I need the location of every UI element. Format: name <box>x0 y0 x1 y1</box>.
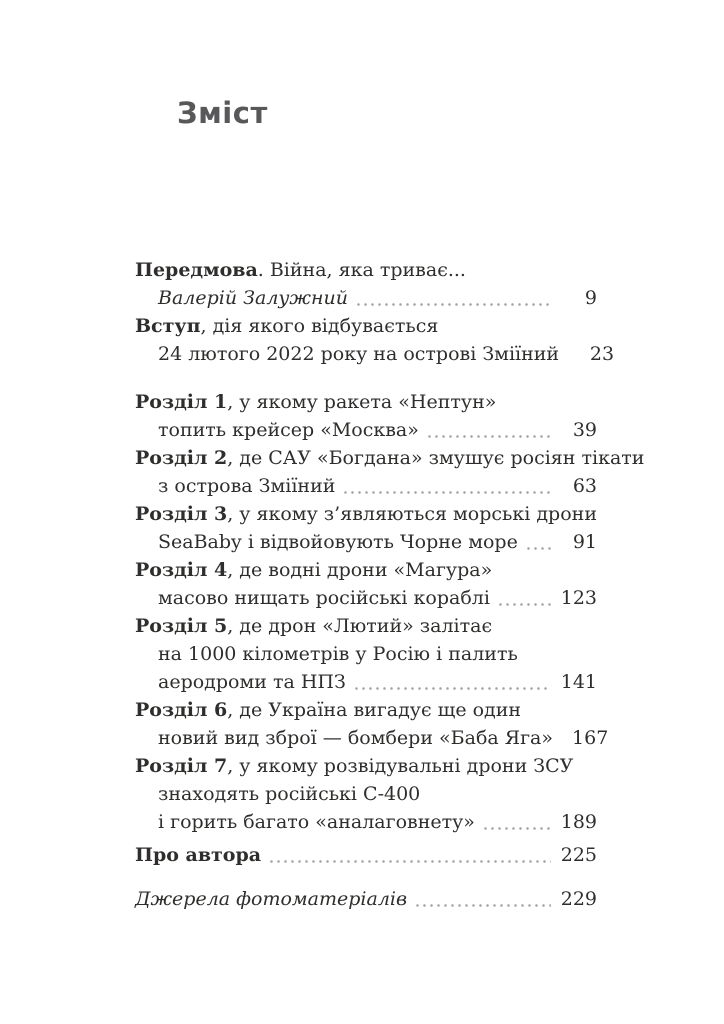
dot-leader <box>357 303 551 306</box>
entry-title-text: , де Україна вигадує ще один <box>227 699 522 721</box>
entry-lead: Передмова <box>135 259 258 281</box>
entry-lead: Про автора <box>135 844 262 866</box>
dot-leader <box>416 904 551 907</box>
toc-entry-chapter-7 <box>135 752 597 836</box>
table-of-contents <box>135 256 645 913</box>
entry-last-line <box>135 808 597 836</box>
page-number: 123 <box>560 587 597 609</box>
entry-last-line <box>135 724 609 752</box>
entry-last-line <box>135 340 615 368</box>
entry-title-text: , де дрон «Лютий» залітає <box>227 615 493 637</box>
dot-leader <box>527 547 551 550</box>
page-number: 229 <box>560 888 597 910</box>
entry-title-text: новий вид зброї — бомбери «Баба Яга» <box>158 727 554 749</box>
entry-last-line <box>135 416 597 444</box>
page-number: 91 <box>572 531 597 553</box>
toc-entry-chapter-6 <box>135 696 609 752</box>
entry-title-text: , у якому ракета «Нептун» <box>227 391 497 413</box>
page-number: 23 <box>589 343 615 365</box>
entry-title-text: знаходять російські С-400 <box>158 783 421 805</box>
entry-title-line <box>135 312 597 340</box>
entry-continuation-line <box>135 640 597 668</box>
entry-title-line <box>135 752 597 780</box>
page-number: 167 <box>572 727 609 749</box>
entry-lead: Розділ 4 <box>135 559 228 581</box>
entry-title-line <box>135 388 597 416</box>
entry-title-text: , де САУ «Богдана» змушує росіян тікати <box>227 447 645 469</box>
entry-title-text: , у якому розвідувальні дрони ЗСУ <box>227 755 574 777</box>
toc-entry-photo-sources <box>135 885 597 913</box>
entry-last-line <box>135 584 597 612</box>
entry-title-text: , дія якого відбувається <box>200 315 439 337</box>
dot-leader <box>270 860 551 863</box>
entry-lead: Розділ 6 <box>135 699 228 721</box>
entry-continuation-line <box>135 780 597 808</box>
entry-title-line <box>135 500 597 528</box>
page-title: Зміст <box>177 96 268 130</box>
entry-title-text: SeaBaby і відвойовують Чорне море <box>158 531 518 553</box>
entry-last-line <box>135 528 597 556</box>
toc-entry-intro <box>135 312 615 368</box>
entry-title-text: аеродроми та НПЗ <box>158 671 346 693</box>
page-number: 63 <box>572 475 597 497</box>
dot-leader <box>355 687 551 690</box>
entry-lead: Вступ <box>135 315 201 337</box>
toc-entry-chapter-2 <box>135 444 645 500</box>
toc-entry-chapter-4 <box>135 556 597 612</box>
entry-title-text: і горить багато «аналаговнету» <box>158 811 475 833</box>
entry-title-line <box>135 256 597 284</box>
dot-leader <box>428 435 551 438</box>
entry-last-line <box>135 284 597 312</box>
entry-title-text: . Війна, яка триває... <box>257 259 466 281</box>
toc-entry-chapter-5 <box>135 612 597 696</box>
entry-last-line <box>135 472 597 500</box>
page-number: 225 <box>560 844 597 866</box>
entry-title-line <box>135 556 597 584</box>
toc-entry-about-author <box>135 841 597 869</box>
entry-title-line <box>135 696 597 724</box>
entry-subtitle: Валерій Залужний <box>158 287 349 309</box>
entry-title-text: , у якому з’являються морські дрони <box>227 503 597 525</box>
entry-lead: Розділ 5 <box>135 615 228 637</box>
entry-title-text: топить крейсер «Москва» <box>158 419 419 441</box>
dot-leader <box>499 603 551 606</box>
dot-leader <box>484 827 551 830</box>
toc-entry-chapter-1 <box>135 388 597 444</box>
entry-title-text: на 1000 кілометрів у Росію і палить <box>158 643 518 665</box>
entry-lead: Розділ 3 <box>135 503 228 525</box>
toc-entry-chapter-3 <box>135 500 597 556</box>
entry-title-text: Джерела фотоматеріалів <box>135 888 408 910</box>
page-number: 39 <box>572 419 597 441</box>
page-number: 9 <box>584 287 597 309</box>
entry-lead: Розділ 7 <box>135 755 228 777</box>
entry-last-line <box>135 668 597 696</box>
entry-title-text: з острова Зміїний <box>158 475 336 497</box>
entry-title-line <box>135 444 645 472</box>
entry-last-line <box>135 841 597 869</box>
entry-title-line <box>135 612 597 640</box>
entry-last-line <box>135 885 597 913</box>
entry-title-text: 24 лютого 2022 року на острові Зміїний <box>158 343 560 365</box>
entry-lead: Розділ 1 <box>135 391 228 413</box>
page-number: 141 <box>560 671 597 693</box>
entry-title-text: , де водні дрони «Магура» <box>227 559 493 581</box>
page-number: 189 <box>560 811 597 833</box>
entry-title-text: масово нищать російські кораблі <box>158 587 490 609</box>
entry-lead: Розділ 2 <box>135 447 228 469</box>
dot-leader <box>344 491 551 494</box>
toc-entry-foreword <box>135 256 597 312</box>
